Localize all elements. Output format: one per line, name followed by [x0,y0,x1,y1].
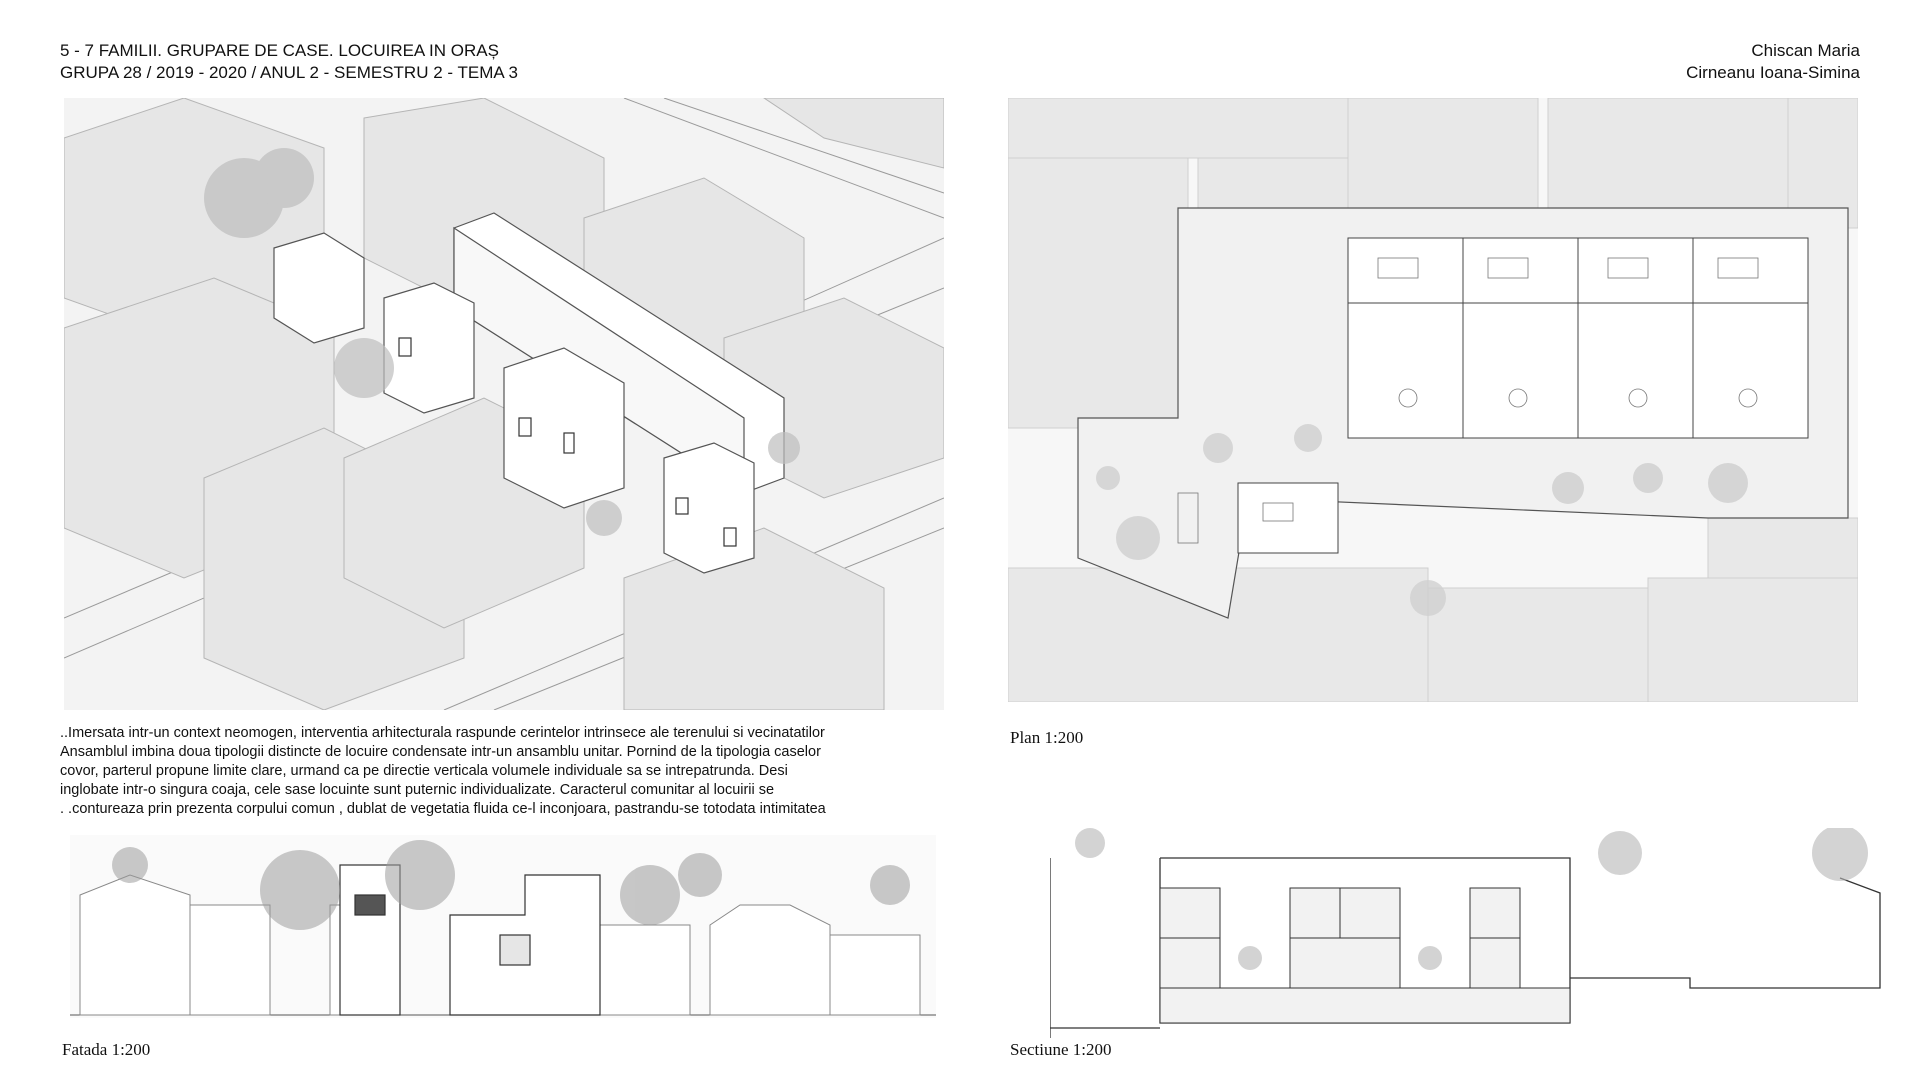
project-title: 5 - 7 FAMILII. GRUPARE DE CASE. LOCUIREA IN ORAȘ [60,41,499,60]
facade-caption: Fatada 1:200 [62,1040,151,1059]
project-header [60,40,518,84]
section-drawing [1050,828,1895,1038]
author-name-1: Chiscan Maria [1751,41,1860,60]
project-description [60,724,960,819]
author-name-2: Cirneanu Ioana-Simina [1686,63,1860,82]
site-plan-drawing [1008,98,1858,702]
axonometric-svg [64,98,944,710]
section-svg [1050,828,1895,1038]
section-caption: Sectiune 1:200 [1010,1040,1112,1059]
facade-drawing [70,835,936,1018]
authors [1686,40,1860,84]
facade-svg [70,835,936,1018]
description-line: inglobate intr-o singura coaja, cele sase locuinte sunt puternic individualizate. Caracterul comunitar al locuirii se [60,782,775,798]
description-line: covor, parterul propune limite clare, urmand ca pe directie verticala volumele individuale sa se intrepatrunda. Desi [60,763,788,779]
description-line: . .contureaza prin prezenta corpului comun , dublat de vegetatia fluida ce-l inconjoara, pastrandu-se totodata intimitatea [60,801,826,817]
project-subtitle: GRUPA 28 / 2019 - 2020 / ANUL 2 - SEMESTRU 2 - TEMA 3 [60,63,518,82]
description-line: Ansamblul imbina doua tipologii distincte de locuire condensate intr-un ansamblu unitar. Pornind de la tipologia caselor [60,744,821,760]
axonometric-drawing [64,98,944,710]
plan-caption: Plan 1:200 [1010,728,1084,747]
description-line: ..Imersata intr-un context neomogen, interventia arhitecturala raspunde cerintelor intrinsece ale terenului si vecinatatilor [60,725,825,741]
site-plan-svg [1008,98,1858,702]
